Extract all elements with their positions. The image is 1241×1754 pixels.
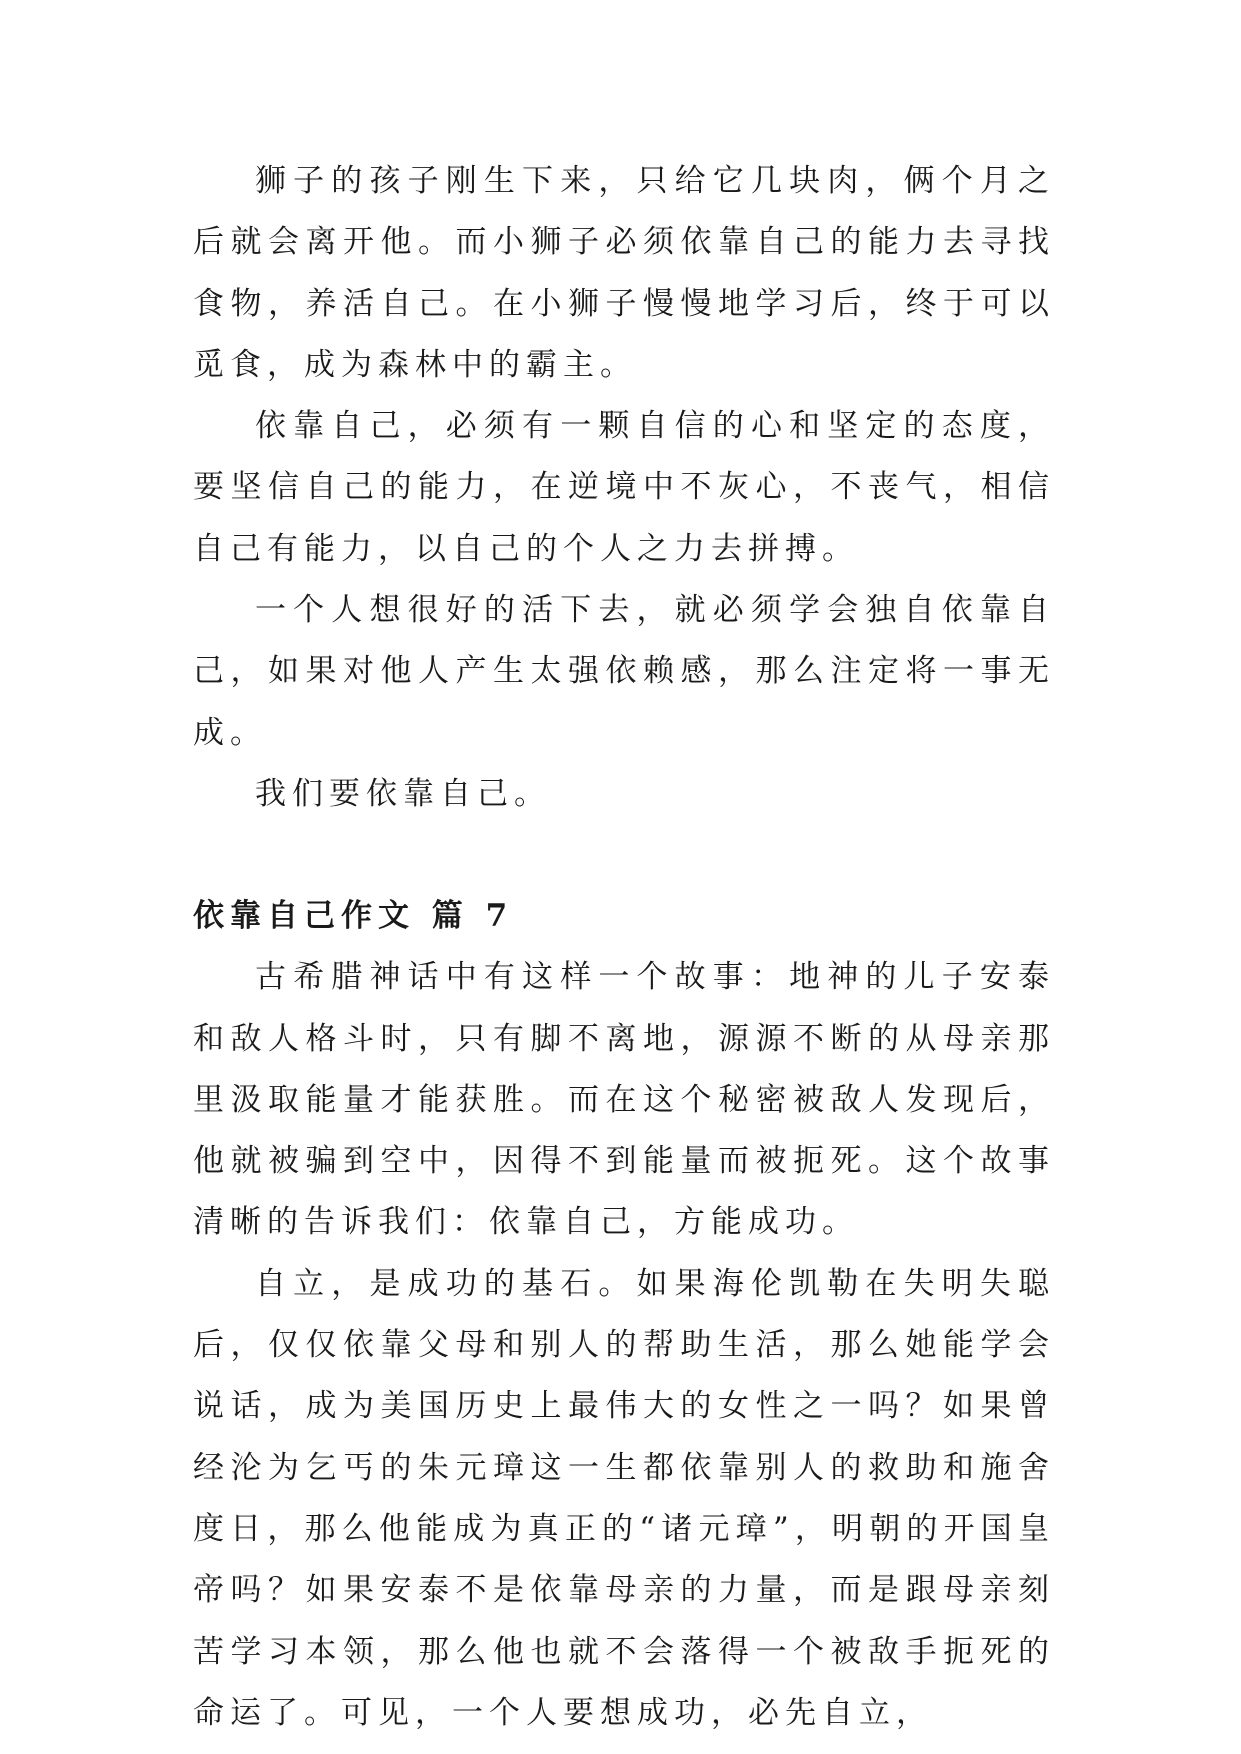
- body-paragraph: 一个人想很好的活下去，就必须学会独自依靠自己，如果对他人产生太强依赖感，那么注定将一事无成。: [193, 592, 1055, 751]
- body-paragraph: 自立，是成功的基石。如果海伦凯勒在失明失聪后，仅仅依靠父母和别人的帮助生活，那么她能学会说话，成为美国历史上最伟大的女性之一吗？如果曾经沦为乞丐的朱元璋这一生都依靠别人的救助和施舍度日，那么他能成为真正的“诸元璋”，明朝的开国皇帝吗？如果安泰不是依靠母亲的力量，而是跟母亲刻苦学习本领，那么他也就不会落得一个被敌手扼死的命运了。可见，一个人要想成功，必先自立，: [193, 1265, 1055, 1731]
- body-paragraph: 古希腊神话中有这样一个故事：地神的儿子安泰和敌人格斗时，只有脚不离地，源源不断的从母亲那里汲取能量才能获胜。而在这个秘密被敌人发现后，他就被骗到空中，因得不到能量而被扼死。这个故事清晰的告诉我们：依靠自己，方能成功。: [193, 959, 1055, 1241]
- body-paragraph: 狮子的孩子刚生下来，只给它几块肉，俩个月之后就会离开他。而小狮子必须依靠自己的能力去寻找食物，养活自己。在小狮子慢慢地学习后，终于可以觅食，成为森林中的霸主。: [193, 163, 1055, 383]
- body-paragraph: 我们要依靠自己。: [255, 775, 551, 812]
- section-title: 依靠自己作文 篇 7: [193, 898, 514, 935]
- section-spacer: [193, 825, 1055, 886]
- body-paragraph: 依靠自己，必须有一颗自信的心和坚定的态度，要坚信自己的能力，在逆境中不灰心，不丧气，相信自己有能力，以自己的个人之力去拼搏。: [193, 408, 1055, 567]
